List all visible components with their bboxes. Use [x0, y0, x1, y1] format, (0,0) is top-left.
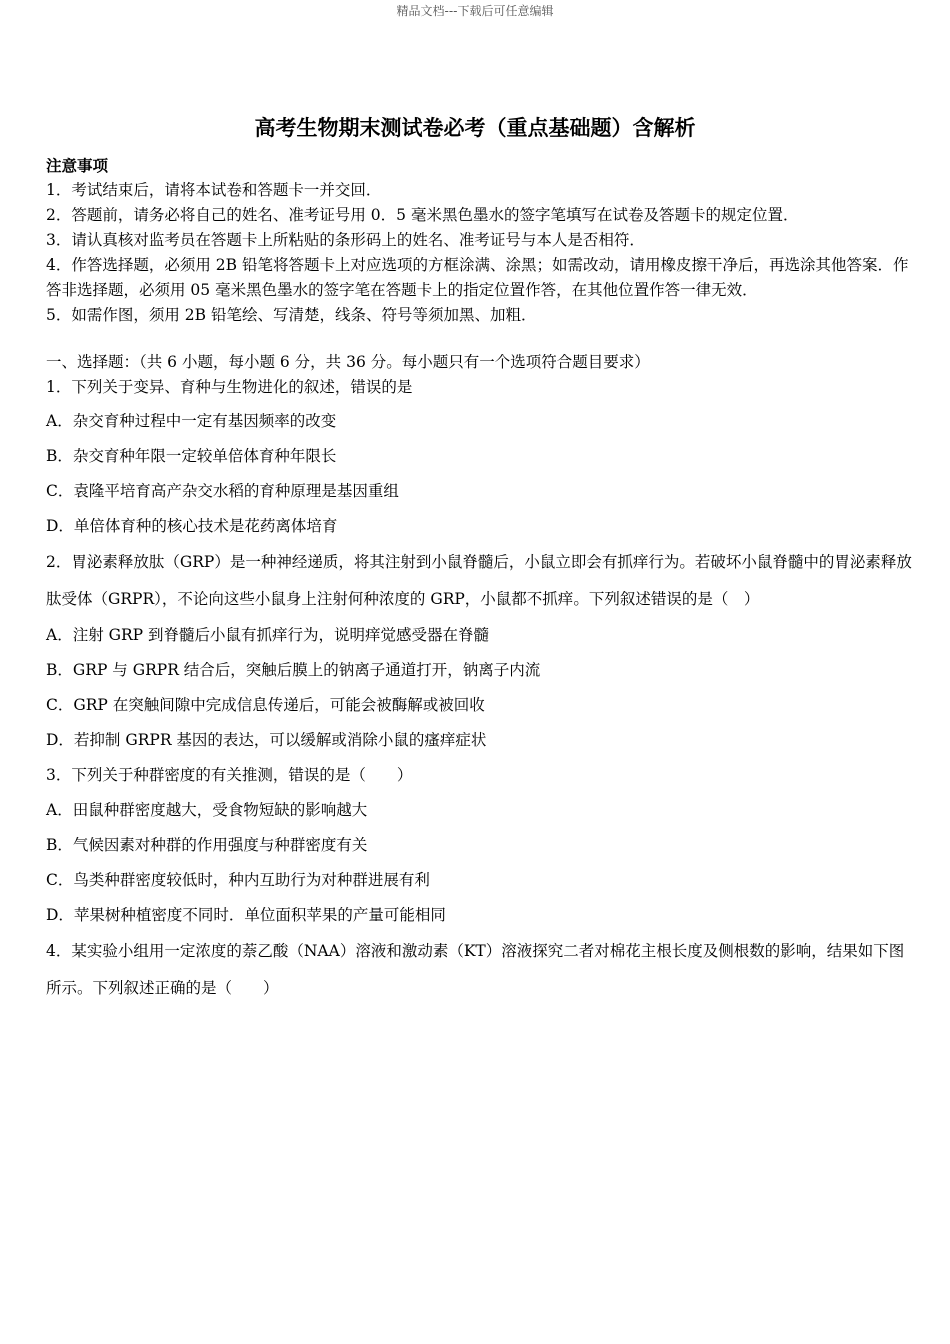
question-option: C．袁隆平培育高产杂交水稻的育种原理是基因重组 — [46, 482, 399, 500]
question-option: B．杂交育种年限一定较单倍体育种年限长 — [46, 447, 337, 465]
question-option: D．单倍体育种的核心技术是花药离体培育 — [46, 517, 338, 535]
notice-item: 2．答题前，请务必将自己的姓名、准考证号用 0．5 毫米黑色墨水的签字笔填写在试卷及答题卡的规定位置． — [46, 206, 799, 224]
question-option: C．GRP 在突触间隙中完成信息传递后，可能会被酶解或被回收 — [46, 696, 485, 714]
question-option: B．GRP 与 GRPR 结合后，突触后膜上的钠离子通道打开，钠离子内流 — [46, 661, 541, 679]
question-option: A．注射 GRP 到脊髓后小鼠有抓痒行为，说明痒觉感受器在脊髓 — [46, 626, 490, 644]
question-option: A．田鼠种群密度越大，受食物短缺的影响越大 — [46, 801, 368, 819]
notice-item: 3．请认真核对监考员在答题卡上所粘贴的条形码上的姓名、准考证号与本人是否相符． — [46, 231, 645, 249]
document-title: 高考生物期末测试卷必考（重点基础题）含解析 — [254, 116, 696, 140]
question-option: D．苹果树种植密度不同时．单位面积苹果的产量可能相同 — [46, 906, 446, 924]
notice-heading: 注意事项 — [46, 156, 109, 175]
notice-item: 4．作答选择题，必须用 2B 铅笔将答题卡上对应选项的方框涂满、涂黑；如需改动，请用橡皮擦干净后，再选涂其他答案．作答非选择题，必须用 05 毫米黑色墨水的签字笔在答题卡上的指定位置作答，在其他位置作答一律无效． — [46, 256, 909, 299]
choice-section — [46, 350, 916, 1007]
page-header-watermark: 精品文档---下载后可任意编辑 — [396, 4, 554, 18]
notice-item: 5．如需作图，须用 2B 铅笔绘、写清楚，线条、符号等须加黑、加粗． — [46, 306, 537, 324]
question-stem: 4．某实验小组用一定浓度的萘乙酸（NAA）溶液和激动素（KT）溶液探究二者对棉花主根长度及侧根数的影响，结果如下图所示。下列叙述正确的是（ ） — [46, 942, 905, 997]
question-stem: 1．下列关于变异、育种与生物进化的叙述，错误的是 — [46, 378, 413, 396]
question-stem: 2．胃泌素释放肽（GRP）是一种神经递质，将其注射到小鼠脊髓后，小鼠立即会有抓痒行为。若破坏小鼠脊髓中的胃泌素释放肽受体（GRPR），不论向这些小鼠身上注射何种浓度的 GRP，小鼠都不抓痒。下列叙述错误的是（ ） — [46, 553, 912, 608]
question-stem: 3．下列关于种群密度的有关推测，错误的是（ ） — [46, 766, 413, 784]
question-option: D．若抑制 GRPR 基因的表达，可以缓解或消除小鼠的瘙痒症状 — [46, 731, 487, 749]
question-option: B．气候因素对种群的作用强度与种群密度有关 — [46, 836, 368, 854]
notice-block — [46, 153, 916, 328]
question-option: A．杂交育种过程中一定有基因频率的改变 — [46, 412, 337, 430]
question-option: C．鸟类种群密度较低时，种内互助行为对种群进展有利 — [46, 871, 430, 889]
section-heading: 一、选择题：（共 6 小题，每小题 6 分，共 36 分。每小题只有一个选项符合题目要求） — [46, 353, 650, 371]
notice-item: 1．考试结束后，请将本试卷和答题卡一并交回． — [46, 181, 382, 199]
